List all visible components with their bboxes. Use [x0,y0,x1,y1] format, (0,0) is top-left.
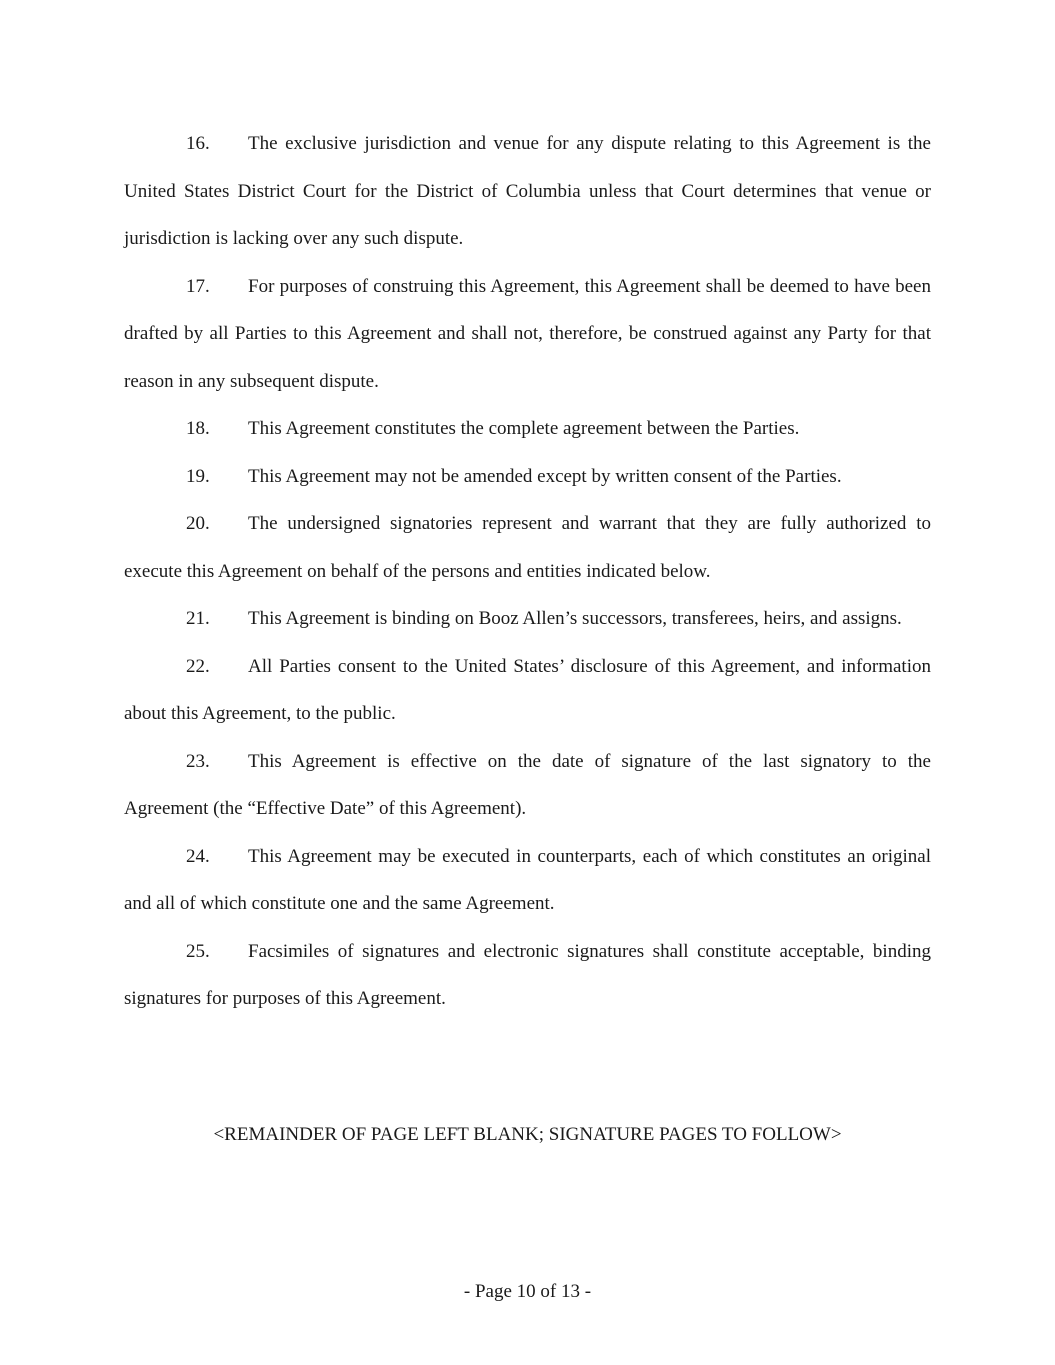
paragraph-17 [124,263,931,406]
paragraph-text: This Agreement is binding on Booz Allen’s successors, transferees, heirs, and assigns. [248,608,902,629]
paragraph-number: 23. [186,750,210,772]
paragraph-text: This Agreement may not be amended except by written consent of the Parties. [248,465,842,487]
paragraph-text: The exclusive jurisdiction and venue for any dispute relating to this Agreement is the United States District Court for the District of Columbia unless that Court determines that venue or jurisdiction is lacking over any such dispute. [124,133,931,249]
paragraph-text: All Parties consent to the United States’ disclosure of this Agreement, and information about this Agreement, to the public. [124,655,931,724]
paragraph-18 [124,405,931,453]
agreement-body [124,120,931,1023]
remainder-of-page-note: <REMAINDER OF PAGE LEFT BLANK; SIGNATURE PAGES TO FOLLOW> [213,1124,842,1145]
paragraph-23 [124,738,931,833]
paragraph-text: This Agreement may be executed in counterparts, each of which constitutes an original and all of which constitute one and the same Agreement. [124,845,931,914]
page-number-footer: - Page 10 of 13 - [463,1281,592,1302]
paragraph-number: 16. [186,133,210,154]
paragraph-number: 20. [186,513,210,534]
paragraph-24 [124,833,931,928]
paragraph-text: This Agreement constitutes the complete agreement between the Parties. [248,418,800,439]
paragraph-number: 24. [186,845,210,867]
paragraph-number: 22. [186,655,210,677]
paragraph-number: 17. [186,275,210,297]
paragraph-number: 19. [186,465,210,487]
paragraph-text: The undersigned signatories represent and warrant that they are fully authorized to execute this Agreement on behalf of the persons and entities indicated below. [124,513,931,582]
paragraph-text: Facsimiles of signatures and electronic signatures shall constitute acceptable, binding signatures for purposes of this Agreement. [124,940,931,1009]
paragraph-text: This Agreement is effective on the date of signature of the last signatory to the Agreement (the “Effective Date” of this Agreement). [124,750,931,819]
paragraph-number: 25. [186,940,210,962]
paragraph-text: For purposes of construing this Agreement, this Agreement shall be deemed to have been drafted by all Parties to this Agreement and shall not, therefore, be construed against any Party for that reason in any subsequent dispute. [124,275,931,392]
paragraph-21 [124,595,931,643]
paragraph-25 [124,928,931,1023]
paragraph-22 [124,643,931,738]
paragraph-number: 18. [186,418,210,439]
paragraph-20 [124,500,931,595]
paragraph-19 [124,453,931,501]
paragraph-16 [124,120,931,263]
paragraph-number: 21. [186,608,210,629]
